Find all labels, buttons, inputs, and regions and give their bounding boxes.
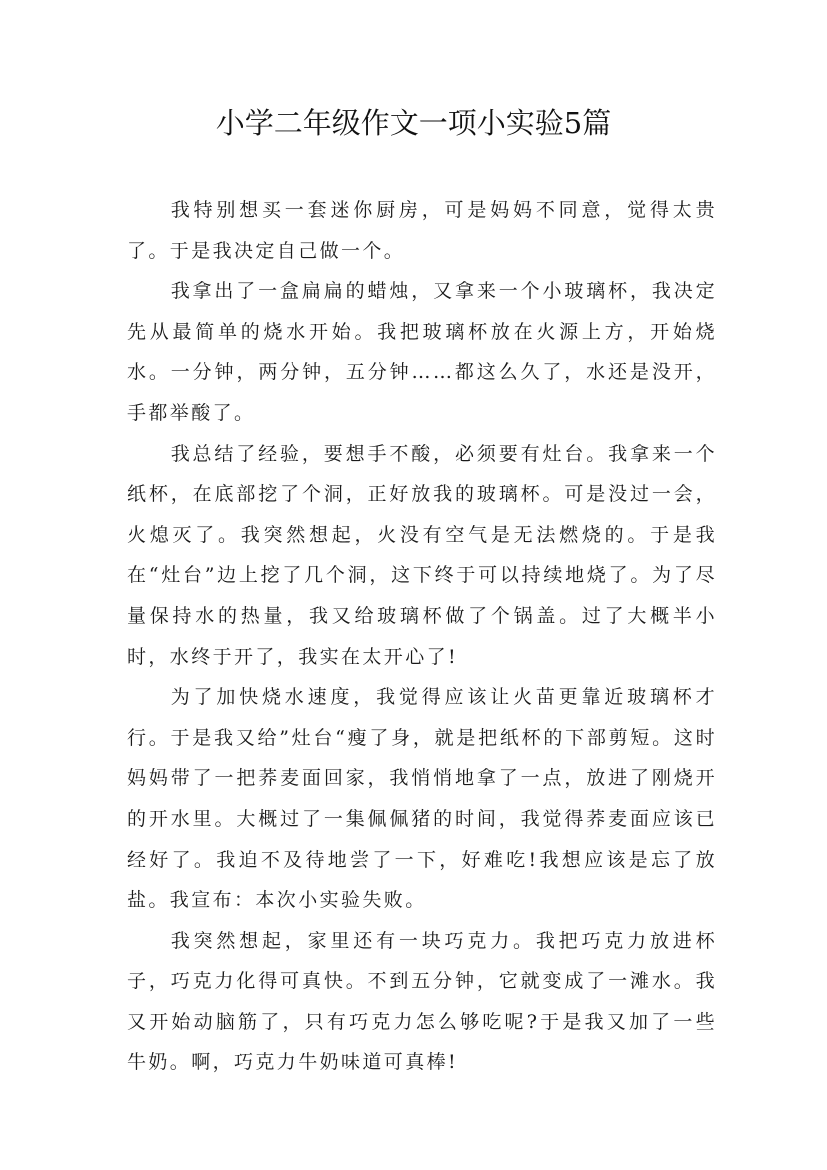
paragraph: 我突然想起，家里还有一块巧克力。我把巧克力放进杯子，巧克力化得可真快。不到五分钟，它就变成了一滩水。我又开始动脑筋了，只有巧克力怎么够吃呢?于是我又加了一些牛奶。啊，巧克力牛奶味道可真棒!	[127, 929, 717, 1074]
paragraph: 为了加快烧水速度，我觉得应该让火苗更靠近玻璃杯才行。于是我又给”灶台“瘦了身，就是把纸杯的下部剪短。这时妈妈带了一把荞麦面回家，我悄悄地拿了一点，放进了刚烧开的开水里。大概过了一集佩佩猪的时间，我觉得荞麦面应该已经好了。我迫不及待地尝了一下，好难吃!我想应该是忘了放盐。我宣布：本次小实验失败。	[127, 686, 717, 912]
document-title: 小学二年级作文一项小实验5篇	[215, 106, 612, 140]
paragraph: 我总结了经验，要想手不酸，必须要有灶台。我拿来一个纸杯，在底部挖了个洞，正好放我的玻璃杯。可是没过一会，火熄灭了。我突然想起，火没有空气是无法燃烧的。于是我在“灶台”边上挖了几个洞，这下终于可以持续地烧了。为了尽量保持水的热量，我又给玻璃杯做了个锅盖。过了大概半小时，水终于开了，我实在太开心了!	[127, 442, 717, 668]
paragraph: 我特别想买一套迷你厨房，可是妈妈不同意，觉得太贵了。于是我决定自己做一个。	[127, 199, 717, 262]
paragraph: 我拿出了一盒扁扁的蜡烛，又拿来一个小玻璃杯，我决定先从最简单的烧水开始。我把玻璃杯放在火源上方，开始烧水。一分钟，两分钟，五分钟……都这么久了，水还是没开，手都举酸了。	[127, 280, 717, 424]
document-body	[127, 190, 717, 1083]
